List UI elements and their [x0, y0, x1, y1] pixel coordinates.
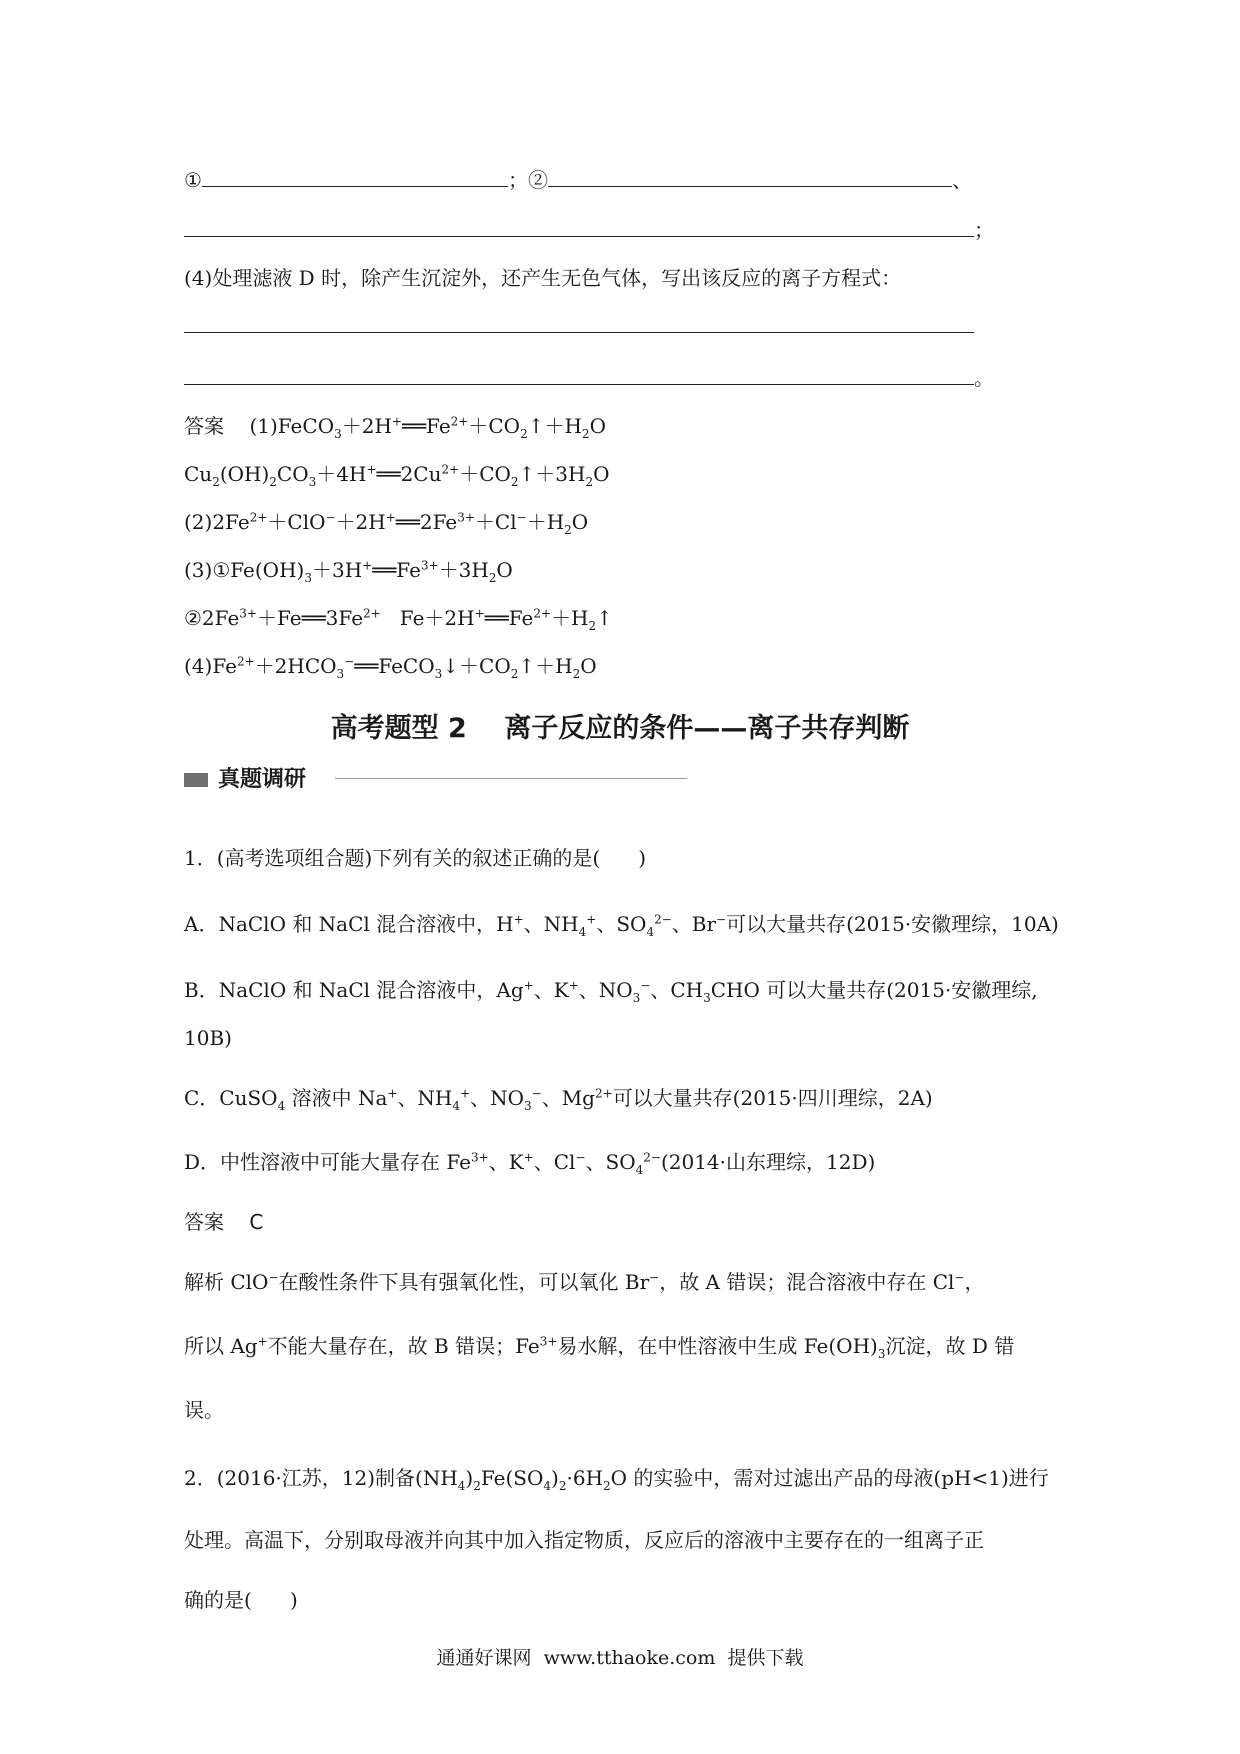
answer-blank-3[interactable]	[184, 216, 974, 237]
separator: 。	[974, 366, 994, 390]
answer-blank-4[interactable]	[184, 312, 974, 333]
q1-option-c: C．CuSO$_4$ 溶液中 Na+、$NH_4^+$、$NO_3^-$、$Mg^{2+}$可以大量共存(2015·四川理综，2A)	[184, 1086, 933, 1113]
separator: 、	[951, 168, 972, 192]
q1-option-b: B．NaClO 和 NaCl 混合溶液中，Ag+、K+、$NO_3^-$、$CH_3CHO$ 可以大量共存(2015·安徽理综,	[184, 978, 1038, 1005]
answer-line-2: $Cu_2(OH)_2CO_3+4H^+══2Cu^{2+}+CO_2↑+3H_2O$	[184, 462, 610, 489]
blank-line-1	[184, 164, 972, 193]
q2-line-2: 处理。高温下，分别取母液并向其中加入指定物质，反应后的溶液中主要存在的一组离子正	[184, 1528, 984, 1552]
q1-option-d: D．中性溶液中可能大量存在 $Fe^{3+}$、K+、Cl−、$SO_4^{2-}(2014\cdot$山东理综，12D)	[184, 1150, 876, 1177]
blank-line-2	[184, 214, 994, 243]
q2-line-3: 确的是( )	[184, 1588, 298, 1612]
section-marker-icon	[184, 773, 208, 787]
q2-line-1: 2．(2016·江苏，12)制备$(NH_4)_2Fe(SO_4)_2\cdot 6H_2O$ 的实验中，需对过滤出产品的母液(pH<1)进行	[184, 1466, 1049, 1493]
question-4: (4)处理滤液 D 时，除产生沉淀外，还产生无色气体，写出该反应的离子方程式：	[184, 266, 902, 290]
section-label: 真题调研	[218, 767, 307, 792]
q1-explanation-2: 所以 Ag+不能大量存在，故 B 错误；$Fe^{3+}$易水解，在中性溶液中生成 $Fe(OH)_3$沉淀，故 D 错	[184, 1334, 1015, 1361]
circled-two: ②	[527, 168, 548, 192]
answer-blank-1[interactable]	[202, 166, 508, 187]
circled-one: ①	[184, 168, 202, 192]
separator: ；	[974, 218, 994, 242]
answer-line-5: $②2Fe^{3+}+Fe══3Fe^{2+}$ $Fe+2H^+══Fe^{2+}+H_2↑$	[184, 606, 613, 633]
blank-line-4	[184, 362, 994, 391]
q1-option-a: A．NaClO 和 NaCl 混合溶液中，H+、$NH_4^+$、$SO_4^{2-}$、Br−可以大量共存(2015·安徽理综，10A)	[184, 912, 1059, 939]
section-header	[184, 762, 306, 793]
answer-label: 答案	[184, 414, 224, 438]
section-divider	[335, 778, 687, 779]
answer-blank-5[interactable]	[184, 364, 974, 385]
section-title: 高考题型 2 离子反应的条件——离子共存判断	[330, 713, 910, 744]
separator: ；	[507, 168, 528, 192]
answer-line-1	[184, 410, 606, 439]
blank-line-3	[184, 312, 974, 338]
answer-line-6: $(4)Fe^{2+}+2HCO_3^-══FeCO_3↓+CO_2↑+H_2O$	[184, 654, 597, 681]
q1-explanation-1: 解析 ClO−在酸性条件下具有强氧化性，可以氧化 Br−，故 A 错误；混合溶液中存在 Cl−，	[184, 1270, 985, 1294]
q1-explanation-3: 误。	[184, 1398, 224, 1422]
answer-line-4: $(3)①Fe(OH)_3+3H^+══Fe^{3+}+3H_2O$	[184, 558, 513, 585]
q1-answer: 答案 C	[184, 1210, 264, 1234]
q1-option-b-cont: 10B)	[184, 1026, 232, 1050]
answer-line-3: $(2)2Fe^{2+}+ClO^-+2H^+══2Fe^{3+}+Cl^-+H_2O$	[184, 510, 589, 537]
q1-stem: 1．(高考选项组合题)下列有关的叙述正确的是( )	[184, 846, 647, 870]
equation: $(1)FeCO_3+2H^+══Fe^{2+}+CO_2↑+H_2O$	[249, 414, 606, 441]
page-footer: 通通好课网 www.tthaoke.com 提供下载	[436, 1647, 804, 1669]
answer-blank-2[interactable]	[548, 166, 952, 187]
